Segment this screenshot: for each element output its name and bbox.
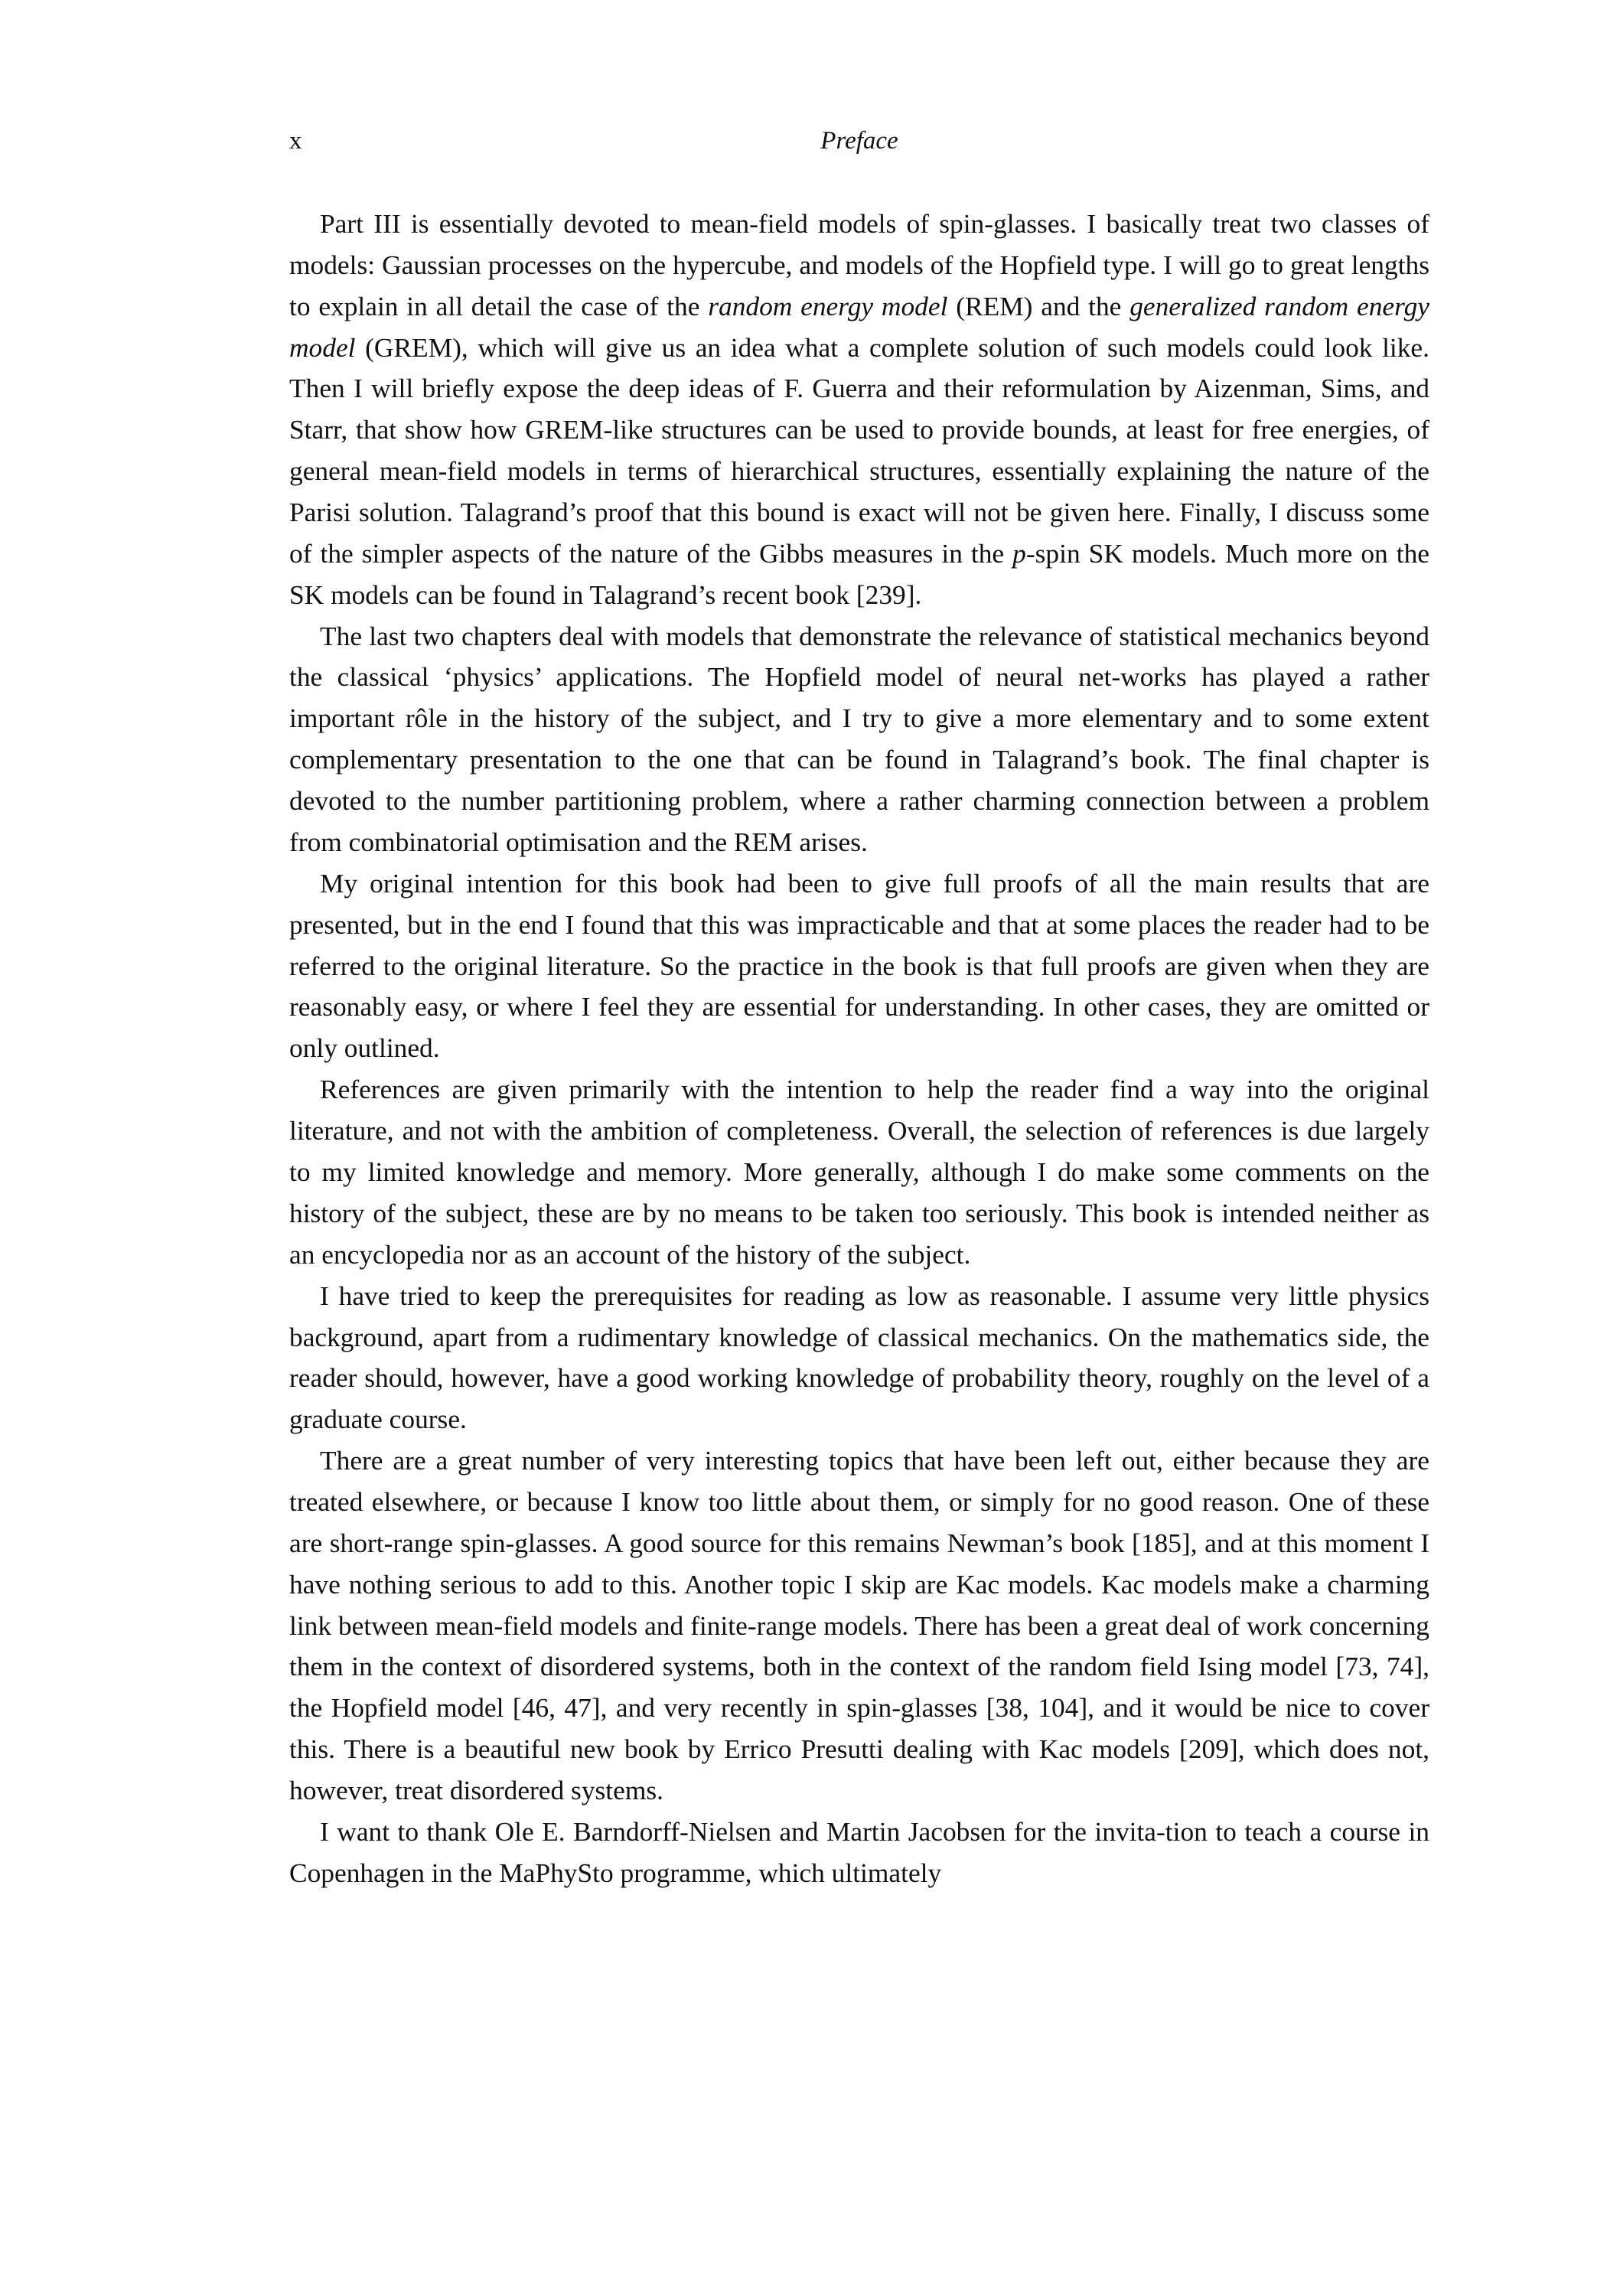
paragraph-references xyxy=(289,1069,1429,1275)
running-title: Preface xyxy=(820,127,898,155)
page-number: x xyxy=(289,127,302,155)
italic-text: p xyxy=(1012,537,1026,569)
italic-text: generalized random energy model xyxy=(289,290,1429,363)
text-run: The last two chapters deal with models that demonstrate the relevance of statistical mechanics beyond the classical ‘physics’ applications. The Hopfield model of neural net-works has played a rather important rôle in the history of the subject, and I try to give a more elementary and to some extent complementary presentation to the one that can be found in Talagrand’s book. The final chapter is devoted to the number partitioning problem, where a rather charming connection between a problem from combinatorial optimisation and the REM arises. xyxy=(289,620,1429,857)
paragraph-part-iii xyxy=(289,204,1429,615)
text-run: Part III is essentially devoted to mean-field models of spin-glasses. I basically treat two classes of models: Gaussian processes on the hypercube, and models of the Hopfield type. I will go to great lengths to explain in all detail the case of the xyxy=(289,208,1429,321)
text-run: My original intention for this book had been to give full proofs of all the main results that are presented, but in the end I found that this was impracticable and that at some places the reader had to be referred to the original literature. So the practice in the book is that full proofs are given when they are reasonably easy, or where I feel they are essential for understanding. In other cases, they are omitted or only outlined. xyxy=(289,867,1429,1064)
paragraph-last-chapters xyxy=(289,616,1429,863)
paragraph-acknowledgements xyxy=(289,1812,1429,1894)
paragraph-original-intention xyxy=(289,863,1429,1069)
text-run: -spin SK models. Much more on the SK models can be found in Talagrand’s recent book [239]. xyxy=(289,537,1429,610)
text-run: (GREM), which will give us an idea what a complete solution of such models could look like. Then I will briefly expose the deep ideas of F. Guerra and their reformulation by Aizenman, Sims, and Starr, that show how GREM-like structures can be used to provide bounds, at least for free energies, of general mean-field models in terms of hierarchical structures, essentially explaining the nature of the Parisi solution. Talagrand’s proof that this bound is exact will not be given here. Finally, I discuss some of the simpler aspects of the nature of the Gibbs measures in the xyxy=(289,331,1429,569)
text-run: References are given primarily with the intention to help the reader find a way into the original literature, and not with the ambition of completeness. Overall, the selection of references is due largely to my limited knowledge and memory. More generally, although I do make some comments on the history of the subject, these are by no means to be taken too seriously. This book is intended neither as an encyclopedia nor as an account of the history of the subject. xyxy=(289,1074,1429,1270)
paragraph-omitted-topics xyxy=(289,1440,1429,1812)
text-run: I want to thank Ole E. Barndorff-Nielsen and Martin Jacobsen for the invita-tion to teach a course in Copenhagen in the MaPhySto programme, which ultimately xyxy=(289,1816,1429,1888)
page-header xyxy=(289,121,1429,161)
text-run: There are a great number of very interesting topics that have been left out, either because they are treated elsewhere, or because I know too little about them, or simply for no good reason. One of these are short-range spin-glasses. A good source for this remains Newman’s book [185], and at this moment I have nothing serious to add to this. Another topic I skip are Kac models. Kac models make a charming link between mean-field models and finite-range models. There has been a great deal of work concerning them in the context of disordered systems, both in the context of the random field Ising model [73, 74], the Hopfield model [46, 47], and very recently in spin-glasses [38, 104], and it would be nice to cover this. There is a beautiful new book by Errico Presutti dealing with Kac models [209], which does not, however, treat disordered systems. xyxy=(289,1445,1429,1805)
text-run: I have tried to keep the prerequisites for reading as low as reasonable. I assume very little physics background, apart from a rudimentary knowledge of classical mechanics. On the mathematics side, the reader should, however, have a good working knowledge of probability theory, roughly on the level of a graduate course. xyxy=(289,1280,1429,1435)
body-text xyxy=(289,204,1429,1894)
text-run: (REM) and the xyxy=(947,290,1130,321)
paragraph-prerequisites xyxy=(289,1276,1429,1440)
italic-text: random energy model xyxy=(708,290,948,321)
